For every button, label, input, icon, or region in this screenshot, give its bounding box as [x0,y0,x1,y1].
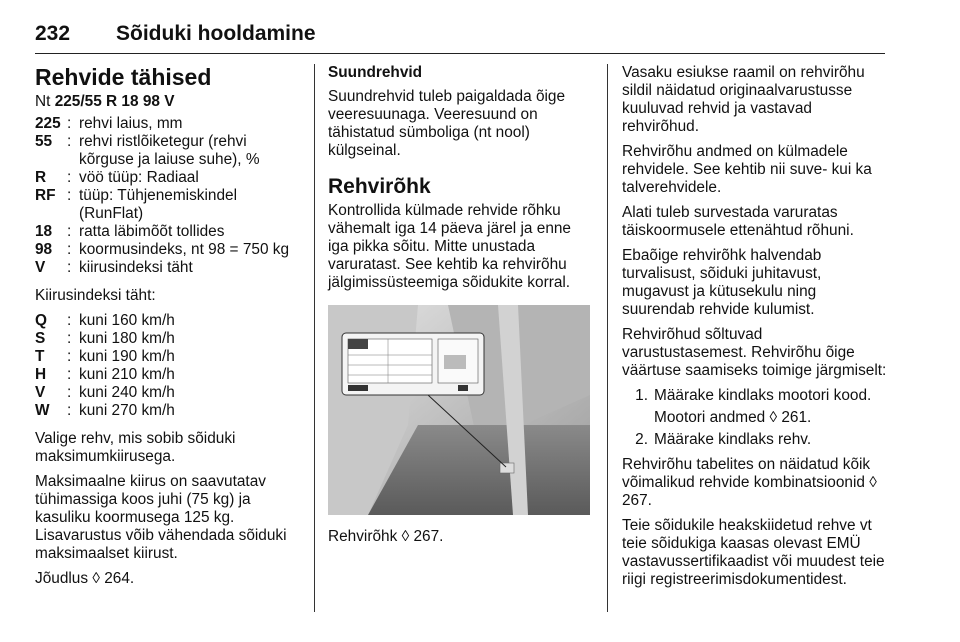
definition-key: 225 [35,115,61,132]
definition-value: kiirusindeksi täht [79,259,193,276]
definition-row [35,402,303,420]
definition-key: T [35,348,45,365]
paragraph-max-speed: Valige rehv, mis sobib sõiduki maksimumkiirusega. [35,430,236,465]
paragraph-certificate: Teie sõidukile heakskiidetud rehve vt teie sõidukiga kaasas olevast EMÜ vastavussertifikaadist või muudest teie riigi registreerimisdokumentidest. [622,517,885,588]
step-item: 2. Määrake kindlaks rehv. [635,431,812,448]
definition-key: R [35,169,47,186]
definition-value: ratta läbimõõt tollides [79,223,225,240]
paragraph-directional: Suundrehvid tuleb paigaldada õige veeresuunaga. Veeresuund on tähistatud sümboliga (nt nool) külgseinal. [328,88,566,159]
subheading-directional-tyres: Suundrehvid [328,64,423,81]
definition-colon: : [67,348,72,365]
definition-value: vöö tüüp: Radiaal [79,169,199,186]
column-2 [328,64,590,553]
paragraph-cold-tyres: Rehvirõhu andmed on külmadele rehvidele. See kehtib nii suve- kui ka talverehvidele. [622,143,872,196]
example-prefix: Nt [35,93,51,110]
definition-value: kuni 190 km/h [79,348,175,365]
example-line [35,93,303,111]
heading-tyre-pressure: Rehvirõhk [328,175,431,198]
heading-tire-markings: Rehvide tähised [35,64,212,90]
tyre-pressure-label-photo [328,305,590,515]
paragraph-tables: Rehvirõhu tabelites on näidatud kõik võimalikud rehvide kombinatsioonid ◊ 267. [622,456,877,509]
definition-row [35,384,303,402]
section-title: Sõiduki hooldamine [116,22,316,45]
definition-value: rehvi ristlõiketegur (rehvi kõrguse ja laiuse suhe), % [79,133,260,168]
page-number: 232 [35,22,71,45]
definition-row [35,169,303,187]
definition-colon: : [67,330,72,347]
definition-colon: : [67,223,72,240]
definition-value: rehvi laius, mm [79,115,183,132]
definition-row [35,330,303,348]
definition-key: S [35,330,46,347]
definition-key: V [35,384,46,401]
definition-key: Q [35,312,47,329]
paragraph-label-location: Vasaku esiukse raamil on rehvirõhu sildil näidatud originaalvarustusse kuuluvad rehvid ja vastavad rehvirõhud. [622,64,865,135]
column-1 [35,64,303,595]
column-divider-2 [607,64,608,612]
definition-colon: : [67,402,72,419]
example-code: 225/55 R 18 98 V [54,93,175,110]
definition-key: W [35,402,50,419]
definition-key: H [35,366,47,383]
definition-key: RF [35,187,56,204]
paragraph-pressure-check: Kontrollida külmade rehvide rõhku vähemalt iga 14 päeva järel ja enne iga pikka sõitu. Mitte unustada varuratast. See kehtib ka rehvirõhu jälgimissüsteemiga sõidukite korral. [328,202,571,291]
definition-row [35,312,303,330]
definition-value: kuni 180 km/h [79,330,175,347]
definition-key: 98 [35,241,53,258]
definition-colon: : [67,312,72,329]
page-header [35,22,885,52]
step-subline: Mootori andmed ◊ 261. [654,409,812,426]
definition-colon: : [67,384,72,401]
speed-intro: Kiirusindeksi täht: [35,287,156,304]
header-rule [35,53,885,54]
definition-row [35,241,303,259]
definition-value: kuni 270 km/h [79,402,175,419]
paragraph-spare: Alati tuleb survestada varuratas täiskoormusele ettenähtud rõhuni. [622,204,854,239]
definition-value: kuni 210 km/h [79,366,175,383]
definition-colon: : [67,241,72,258]
paragraph-incorrect-pressure: Ebaõige rehvirõhk halvendab turvalisust, sõiduki juhitavust, mugavust ja kütusekulu ning suurendab rehvide kulumist. [622,247,822,318]
definition-value: kuni 240 km/h [79,384,175,401]
definition-row [35,366,303,384]
definition-row [35,223,303,241]
speed-definitions [35,312,303,420]
definition-row [35,348,303,366]
definition-colon: : [67,187,72,204]
definition-colon: : [67,259,72,276]
paragraph-performance-ref: Jõudlus ◊ 264. [35,570,135,587]
paragraph-equipment-level: Rehvirõhud sõltuvad varustustasemest. Rehvirõhu õige väärtuse saamiseks toimige järgmiselt: [622,326,887,379]
definition-row [35,187,303,223]
definition-row [35,115,303,133]
column-divider-1 [314,64,315,612]
definition-key: 55 [35,133,53,150]
definition-key: 18 [35,223,53,240]
definition-value: koormusindeks, nt 98 = 750 kg [79,241,290,258]
column-3 [622,64,890,596]
definition-value: kuni 160 km/h [79,312,175,329]
definition-colon: : [67,169,72,186]
steps-list [622,387,890,449]
step-item: 1. Määrake kindlaks mootori kood. [635,387,872,404]
definition-row [35,259,303,277]
definition-row [35,133,303,169]
definition-colon: : [67,133,72,150]
paragraph-load: Maksimaalne kiirus on saavutatav tühimassiga koos juhi (75 kg) ja kasuliku koormusega 125 kg. Lisavarustus võib vähendada sõiduki maksimaalset kiirust. [35,473,287,562]
definition-key: V [35,259,46,276]
definition-colon: : [67,115,72,132]
definition-colon: : [67,366,72,383]
photo-caption: Rehvirõhk ◊ 267. [328,528,444,545]
size-definitions [35,115,303,277]
definition-value: tüüp: Tühjenemiskindel (RunFlat) [79,187,237,222]
